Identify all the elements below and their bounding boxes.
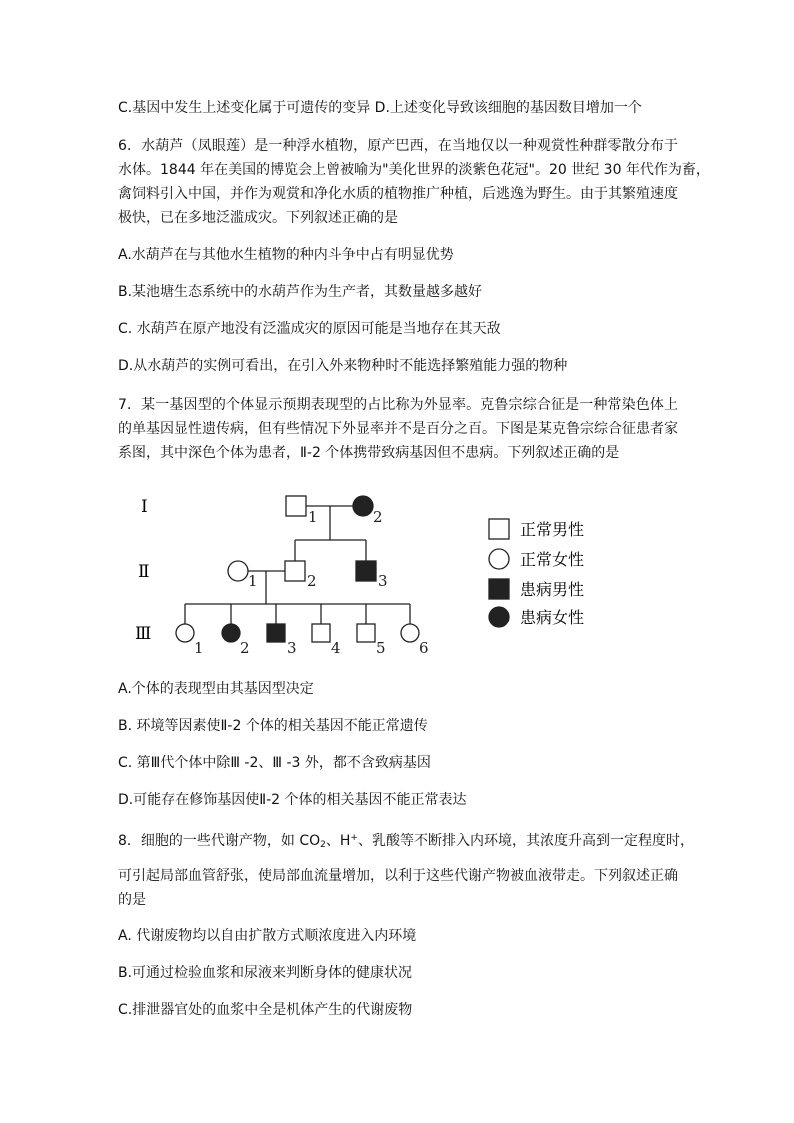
q6-stem-line: 禽饲料引入中国，并作为观赏和净化水质的植物推广种植，后逃逸为野生。由于其繁殖速度: [118, 186, 678, 202]
legend-affected-female-symbol: [489, 607, 509, 627]
q7-stem-line: 的单基因显性遗传病，但有些情况下外显率并不是百分之百。下图是某克鲁宗综合征患者家: [118, 421, 678, 437]
q8-subscript: 2: [320, 840, 326, 850]
q6-option-b: B.某池塘生态系统中的水葫芦作为生产者，其数量越多越好: [118, 284, 483, 300]
q8-option-c: C.排泄器官处的血浆中全是机体产生的代谢废物: [118, 1002, 413, 1018]
q7-option-b: B. 环境等因素使Ⅱ-2 个体的相关基因不能正常遗传: [118, 718, 428, 734]
pedigree-i2-affected-female: [353, 496, 373, 516]
legend-normal-female-label: 正常女性: [520, 550, 585, 569]
q8-text: 8．细胞的一些代谢产物，如 CO: [118, 833, 321, 849]
individual-number: 2: [373, 508, 383, 526]
pedigree-i1-normal-male: [286, 496, 306, 516]
legend-normal-male-symbol: [489, 519, 509, 539]
individual-number: 3: [287, 639, 297, 657]
q8-stem-line: 可引起局部血管舒张，使局部血流量增加，以利于这些代谢产物被血液带走。下列叙述正确: [118, 868, 678, 884]
legend-affected-male-label: 患病男性: [520, 580, 585, 599]
individual-number: 5: [376, 639, 386, 657]
pedigree-iii1-normal-female: [176, 624, 194, 642]
pedigree-iii5-normal-male: [357, 624, 375, 642]
q7-option-c: C. 第Ⅲ代个体中除Ⅲ -2、Ⅲ -3 外，都不含致病基因: [118, 755, 431, 771]
q6-stem-line: 水体。1844 年在美国的博览会上曾被喻为"美化世界的淡紫色花冠"。20 世纪 30 年代作为畜，: [118, 162, 710, 178]
q8-text: 、H: [325, 833, 351, 849]
pedigree-ii3-affected-male: [356, 561, 376, 581]
pedigree-ii1-normal-female: [228, 561, 248, 581]
q6-stem-line: 6．水葫芦（凤眼莲）是一种浮水植物，原产巴西，在当地仅以一种观赏性种群零散分布于: [118, 138, 678, 154]
q7-option-a: A.个体的表现型由其基因型决定: [118, 681, 314, 697]
q5-option-cd: C.基因中发生上述变化属于可遗传的变异 D.上述变化导致该细胞的基因数目增加一个: [118, 100, 642, 116]
generation-label-i: Ⅰ: [141, 497, 148, 517]
generation-label-iii: Ⅲ: [135, 624, 152, 644]
legend-normal-male-label: 正常男性: [520, 520, 585, 539]
q8-text: 、乳酸等不断排入内环境，其浓度升高到一定程度时，: [357, 833, 694, 849]
pedigree-iii2-affected-female: [222, 624, 240, 642]
individual-number: 1: [194, 639, 204, 657]
pedigree-iii3-affected-male: [267, 624, 285, 642]
individual-number: 4: [331, 639, 341, 657]
q8-superscript: +: [350, 833, 358, 843]
q7-option-d: D.可能存在修饰基因使Ⅱ-2 个体的相关基因不能正常表达: [118, 792, 467, 808]
q6-option-c: C. 水葫芦在原产地没有泛滥成灾的原因可能是当地存在其天敌: [118, 321, 501, 337]
pedigree-iii6-normal-female: [401, 624, 419, 642]
q7-stem-line: 系图，其中深色个体为患者，Ⅱ-2 个体携带致病基因但不患病。下列叙述正确的是: [118, 445, 620, 461]
individual-number: 2: [240, 639, 250, 657]
q8-stem-line1: [118, 826, 694, 857]
q8-stem-line: 的是: [118, 892, 146, 908]
q8-stem-rest: [118, 864, 678, 912]
generation-label-ii: Ⅱ: [138, 562, 150, 582]
q7-stem-line: 7．某一基因型的个体显示预期表现型的占比称为外显率。克鲁宗综合征是一种常染色体上: [118, 397, 678, 413]
individual-number: 1: [308, 508, 318, 526]
individual-number: 3: [378, 572, 388, 590]
q8-option-a: A. 代谢废物均以自由扩散方式顺浓度进入内环境: [118, 928, 417, 944]
pedigree-iii4-normal-male: [312, 624, 330, 642]
individual-number: 1: [248, 572, 258, 590]
q8-option-b: B.可通过检验血浆和尿液来判断身体的健康状况: [118, 965, 413, 981]
legend-affected-female-label: 患病女性: [520, 608, 585, 627]
q6-stem-line: 极快，已在多地泛滥成灾。下列叙述正确的是: [118, 210, 398, 226]
q6-option-a: A.水葫芦在与其他水生植物的种内斗争中占有明显优势: [118, 247, 454, 263]
individual-number: 2: [307, 572, 317, 590]
legend-affected-male-symbol: [489, 579, 509, 599]
pedigree-ii2-normal-male: [285, 561, 305, 581]
legend-normal-female-symbol: [489, 549, 509, 569]
q6-option-d: D.从水葫芦的实例可看出，在引入外来物种时不能选择繁殖能力强的物种: [118, 358, 568, 374]
individual-number: 6: [419, 639, 429, 657]
